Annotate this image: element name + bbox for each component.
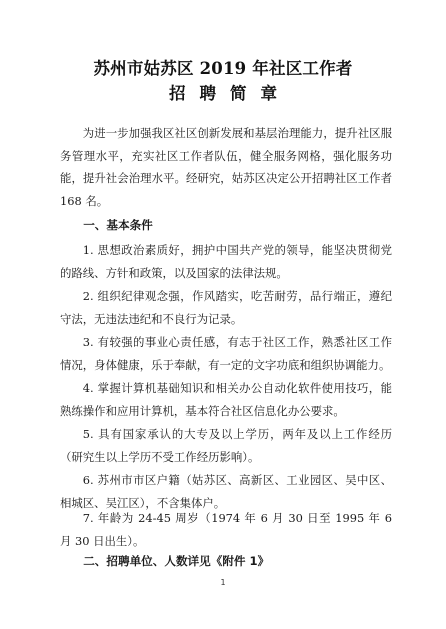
condition-item: 5. 具有国家承认的大专及以上学历，两年及以上工作经历（研究生以上学历不受工作经历影响）。 <box>60 427 392 464</box>
condition-item: 1. 思想政治素质好，拥护中国共产党的领导，能坚决贯彻党的路线、方针和政策，以及国家的法律法规。 <box>60 243 392 280</box>
document-subtitle: 招聘简章 <box>169 84 291 103</box>
condition-item: 2. 组织纪律观念强，作风踏实，吃苦耐劳，品行端正，遵纪守法，无违法违纪和不良行为记录。 <box>60 289 392 326</box>
section-heading-basic-conditions: 一、基本条件 <box>83 218 153 232</box>
page-number: 1 <box>220 578 226 587</box>
condition-item: 3. 有较强的事业心责任感，有志于社区工作，熟悉社区工作情况，身体健康，乐于奉献，有一定的文字功底和组织协调能力。 <box>60 335 392 372</box>
condition-item: 7. 年龄为 24-45 周岁（1974 年 6 月 30 日至 1995 年 6 月 30 日出生）。 <box>60 511 392 548</box>
condition-item: 6. 苏州市市区户籍（姑苏区、高新区、工业园区、吴中区、相城区、吴江区），不含集体户。 <box>60 473 392 510</box>
condition-item: 4. 掌握计算机基础知识和相关办公自动化软件使用技巧，能熟练操作和应用计算机，基本符合社区信息化办公要求。 <box>60 381 392 418</box>
document-title: 苏州市姑苏区 2019 年社区工作者 <box>93 59 353 78</box>
section-heading-recruiting-units: 二、招聘单位、人数详见《附件 1》 <box>83 554 270 568</box>
intro-paragraph: 为进一步加强我区社区创新发展和基层治理能力，提升社区服务管理水平，充实社区工作者队伍，健全服务网格，强化服务功能，提升社会治理水平。经研究，姑苏区决定公开招聘社区工作者 168 名。 <box>60 126 392 208</box>
